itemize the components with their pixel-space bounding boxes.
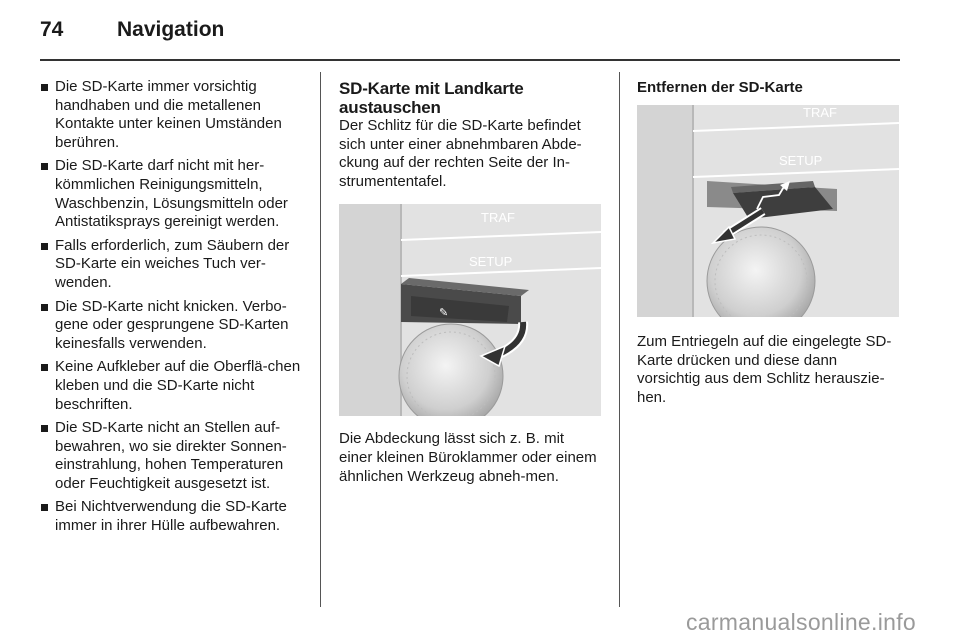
list-item: Die SD-Karte nicht knicken. Verbo-gene oder gesprungene SD-Karten keinesfalls verwenden.: [40, 298, 302, 354]
cover-removal-svg: [339, 204, 601, 416]
column-1: [40, 78, 302, 541]
watermark: carmanualsonline.info: [685, 609, 916, 635]
card-removal-caption: Zum Entriegeln auf die eingelegte SD-Karte drücken und diese dann vorsichtig aus dem Schlitz herauszie-hen.: [637, 333, 892, 406]
cover-removal-illustration: [339, 204, 601, 416]
list-item: Falls erforderlich, zum Säubern der SD-Karte ein weiches Tuch ver-wenden.: [40, 237, 302, 293]
intro-paragraph: Der Schlitz für die SD-Karte befindet sich unter einer abnehmbaren Abde-ckung auf der rechten Seite der In-strumententafel.: [339, 117, 582, 190]
list-item: Die SD-Karte nicht an Stellen auf-bewahren, wo sie direkter Sonnen-einstrahlung, hohen Temperaturen oder Feuchtigkeit ausgesetzt ist.: [40, 419, 302, 493]
page-number: 74: [40, 18, 64, 41]
list-item: Die SD-Karte darf nicht mit her-kömmlichen Reinigungsmitteln, Waschbenzin, Lösungsmitteln oder Antistatiksprays gereinigt werden.: [40, 157, 302, 231]
subsection-title: Entfernen der SD-Karte: [637, 79, 803, 96]
traf-label: TRAF: [481, 210, 515, 226]
page-title: Navigation: [117, 18, 225, 41]
column-2: [339, 79, 601, 486]
care-bullet-list: [40, 78, 302, 536]
traf-label: TRAF: [803, 105, 837, 120]
column-3: [637, 79, 899, 407]
list-item: Die SD-Karte immer vorsichtig handhaben und die metallenen Kontakte unter keinen Umständen berühren.: [40, 78, 302, 152]
card-removal-illustration: [637, 105, 899, 317]
cover-caption: Die Abdeckung lässt sich z. B. mit einer kleinen Büroklammer oder einem ähnlichen Werkzeug abneh-men.: [339, 430, 597, 485]
list-item: Keine Aufkleber auf die Oberflä-chen kleben und die SD-Karte nicht beschriften.: [40, 358, 302, 414]
cover-icon: ✎: [439, 307, 449, 320]
card-removal-svg: [637, 105, 899, 317]
list-item: Bei Nichtverwendung die SD-Karte immer in ihrer Hülle aufbewahren.: [40, 498, 302, 535]
header-rule: [40, 59, 900, 61]
column-divider-2: [619, 72, 620, 607]
section-title: SD-Karte mit Landkarte austauschen: [339, 79, 524, 117]
setup-label: SETUP: [779, 153, 823, 168]
setup-label: SETUP: [469, 254, 513, 270]
column-divider-1: [320, 72, 321, 607]
